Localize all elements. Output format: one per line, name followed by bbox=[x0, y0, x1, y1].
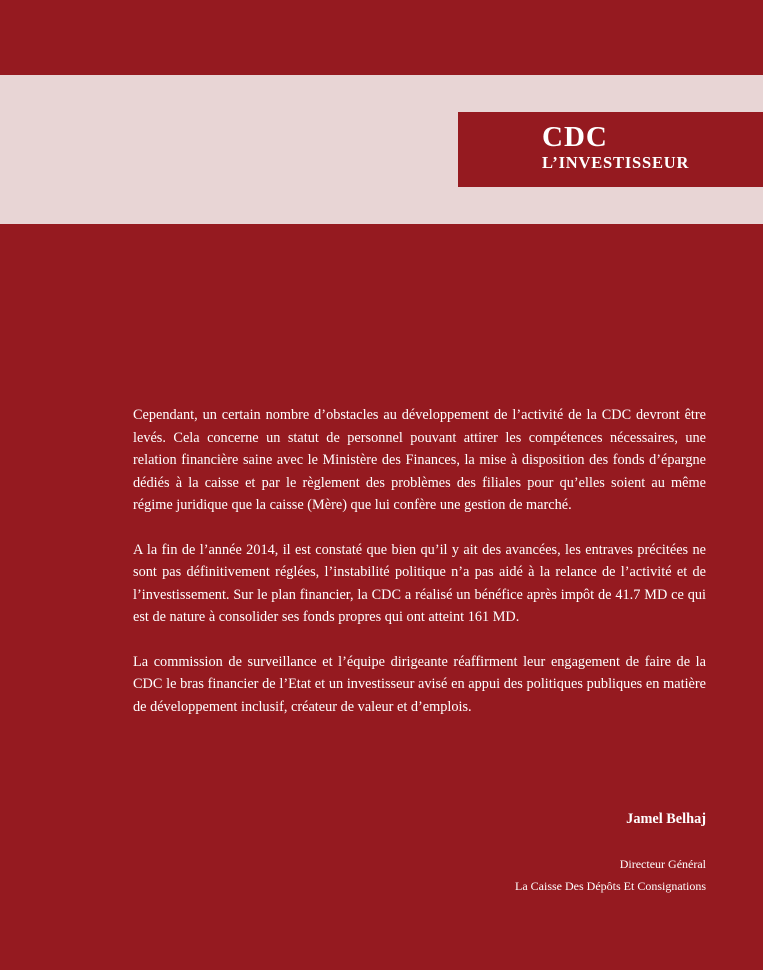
body-text bbox=[133, 404, 706, 740]
page-title: CDC bbox=[542, 121, 608, 153]
page-subtitle: L’INVESTISSEUR bbox=[542, 153, 690, 172]
paragraph-2: A la fin de l’année 2014, il est constaté que bien qu’il y ait des avancées, les entraves précitées ne sont pas définitivement réglées, l’instabilité politique n’a pas aidé à la relance de l’activité et de l’investissement. Sur le plan financier, la CDC a réalisé un bénéfice après impôt de 41.7 MD ce qui est de nature à consolider ses fonds propres qui ont atteint 161 MD. bbox=[133, 541, 706, 625]
signatory-organization: La Caisse Des Dépôts Et Consignations bbox=[515, 879, 706, 893]
signatory-role: Directeur Général bbox=[619, 857, 706, 871]
signature-block bbox=[515, 809, 706, 897]
paragraph-1: Cependant, un certain nombre d’obstacles au développement de l’activité de la CDC devront être levés. Cela concerne un statut de personnel pouvant attirer les compétences nécessaires, une relation financière saine avec le Ministère des Finances, la mise à disposition des fonds d’épargne dédiés à la caisse et par le règlement des problèmes des filiales pour qu’elles soient au même régime juridique que la caisse (Mère) que lui confère une gestion de marché. bbox=[133, 407, 706, 513]
signatory-name: Jamel Belhaj bbox=[626, 811, 706, 827]
paragraph-3: La commission de surveillance et l’équipe dirigeante réaffirment leur engagement de faire de la CDC le bras financier de l’Etat et un investisseur avisé en appui des politiques publiques en matière de développement inclusif, créateur de valeur et d’emplois. bbox=[133, 653, 706, 715]
title-box bbox=[458, 112, 763, 187]
